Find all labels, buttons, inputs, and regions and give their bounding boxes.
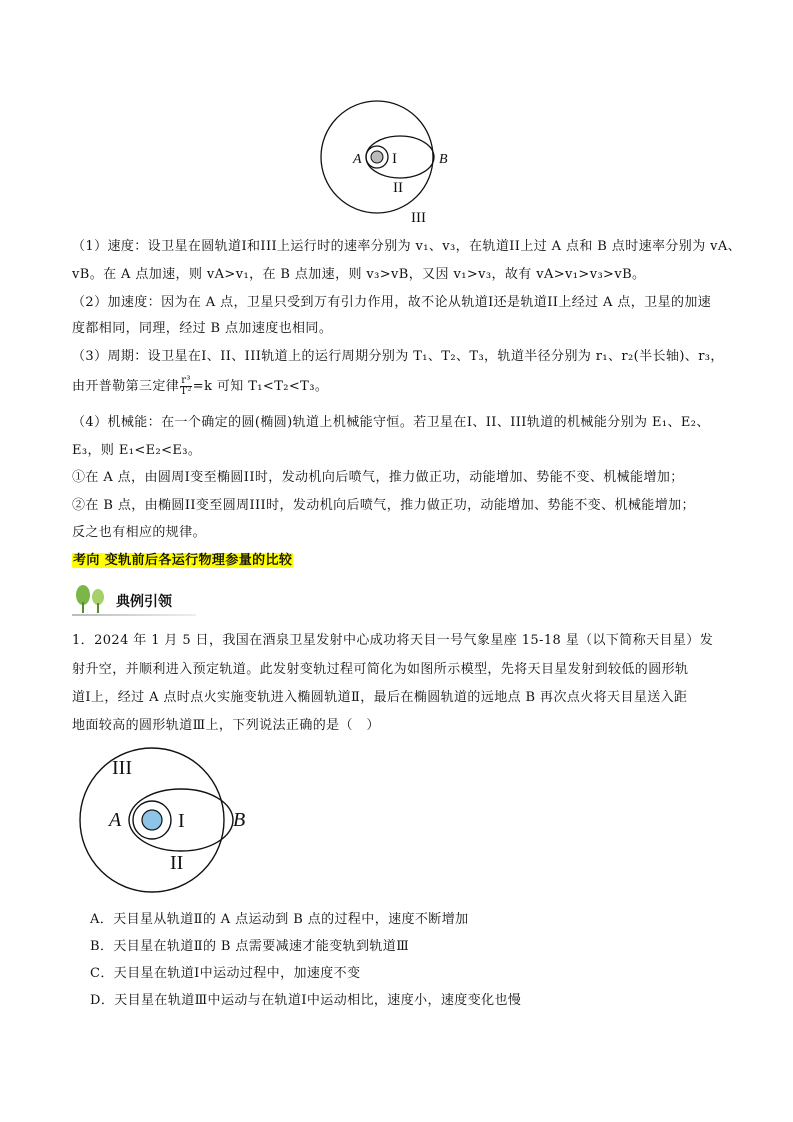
- option-A: A．天目星从轨道Ⅱ的 A 点运动到 B 点的过程中，速度不断增加: [90, 912, 469, 927]
- question-line-3: 道Ⅰ上，经过 A 点时点火实施变轨进入椭圆轨道Ⅱ，最后在椭圆轨道的远地点 B 再次点火将天目星送入距: [72, 690, 688, 705]
- label-B: B: [233, 809, 246, 831]
- orbit-diagram-question: [72, 745, 262, 895]
- para-2a: （2）加速度：因为在 A 点，卫星只受到万有引力作用，故不论从轨道I还是轨道II上经过 A 点，卫星的加速: [72, 295, 712, 310]
- para-3a: （3）周期：设卫星在I、II、III轨道上的运行周期分别为 T₁、T₂、T₃，轨道半径分别为 r₁、r₂(半长轴)、r₃，: [72, 349, 724, 364]
- label-II: II: [170, 852, 184, 874]
- para-3b: [72, 374, 328, 400]
- question-line-1: 1．2024 年 1 月 5 日，我国在酒泉卫星发射中心成功将天目一号气象星座 15-18 星（以下简称天目星）发: [72, 633, 714, 648]
- para-7: 反之也有相应的规律。: [72, 525, 207, 540]
- question-line-2: 射升空，并顺利进入预定轨道。此发射变轨过程可简化为如图所示模型，先将天目星发射到较低的圆形轨: [72, 662, 689, 677]
- para-2b: 度都相同，同理，经过 B 点加速度也相同。: [72, 321, 333, 336]
- fraction-numerator: r³: [181, 375, 191, 386]
- para-4b: E₃，则 E₁<E₂<E₃。: [72, 443, 202, 458]
- label-B: B: [439, 152, 448, 167]
- badge-label: 典例引领: [116, 594, 172, 610]
- earth-planet: [142, 810, 162, 830]
- para-4a: （4）机械能：在一个确定的圆(椭圆)轨道上机械能守恒。若卫星在I、II、III轨道的机械能分别为 E₁、E₂、: [72, 415, 710, 430]
- para-5: ①在 A 点，由圆周I变至椭圆II时，发动机向后喷气，推力做正功，动能增加、势能不变、机械能增加；: [72, 470, 684, 485]
- orbit-diagram-top: [300, 100, 480, 225]
- label-I: I: [178, 810, 185, 832]
- tree-icon: [72, 584, 110, 614]
- label-III: III: [411, 210, 426, 225]
- option-B: B．天目星在轨道Ⅱ的 B 点需要减速才能变轨到轨道Ⅲ: [90, 939, 410, 954]
- kepler-fraction: [180, 376, 192, 397]
- section-heading-text: 考向 变轨前后各运行物理参量的比较: [73, 553, 293, 568]
- badge-underline: [72, 614, 196, 616]
- example-badge: [72, 584, 196, 616]
- para-1b: vB。在 A 点加速，则 vA>v₁，在 B 点加速，则 v₃>vB，又因 v₁>v₃，故有 vA>v₁>v₃>vB。: [72, 267, 646, 282]
- option-D: D．天目星在轨道Ⅲ中运动与在轨道Ⅰ中运动相比，速度小，速度变化也慢: [90, 993, 522, 1008]
- label-I: I: [392, 151, 397, 167]
- para-6: ②在 B 点，由椭圆II变至圆周III时，发动机向后喷气，推力做正功，动能增加、势能不变、机械能增加；: [72, 498, 695, 513]
- option-C: C．天目星在轨道Ⅰ中运动过程中，加速度不变: [90, 966, 361, 981]
- para-1a: （1）速度：设卫星在圆轨道I和III上运行时的速率分别为 v₁、v₃，在轨道II上过 A 点和 B 点时速率分别为 vA、: [72, 239, 742, 254]
- para-3b-pre: 由开普勒第三定律: [72, 379, 180, 394]
- section-heading: [72, 552, 293, 570]
- label-A: A: [109, 809, 122, 831]
- label-II: II: [393, 180, 403, 196]
- label-III: III: [112, 757, 132, 779]
- question-line-4: 地面较高的圆形轨道Ⅲ上，下列说法正确的是（ ）: [72, 718, 380, 733]
- fraction-denominator: T²: [180, 386, 192, 397]
- earth-planet: [371, 151, 383, 163]
- label-A: A: [353, 152, 362, 167]
- para-3b-post: =k 可知 T₁<T₂<T₃。: [192, 379, 329, 394]
